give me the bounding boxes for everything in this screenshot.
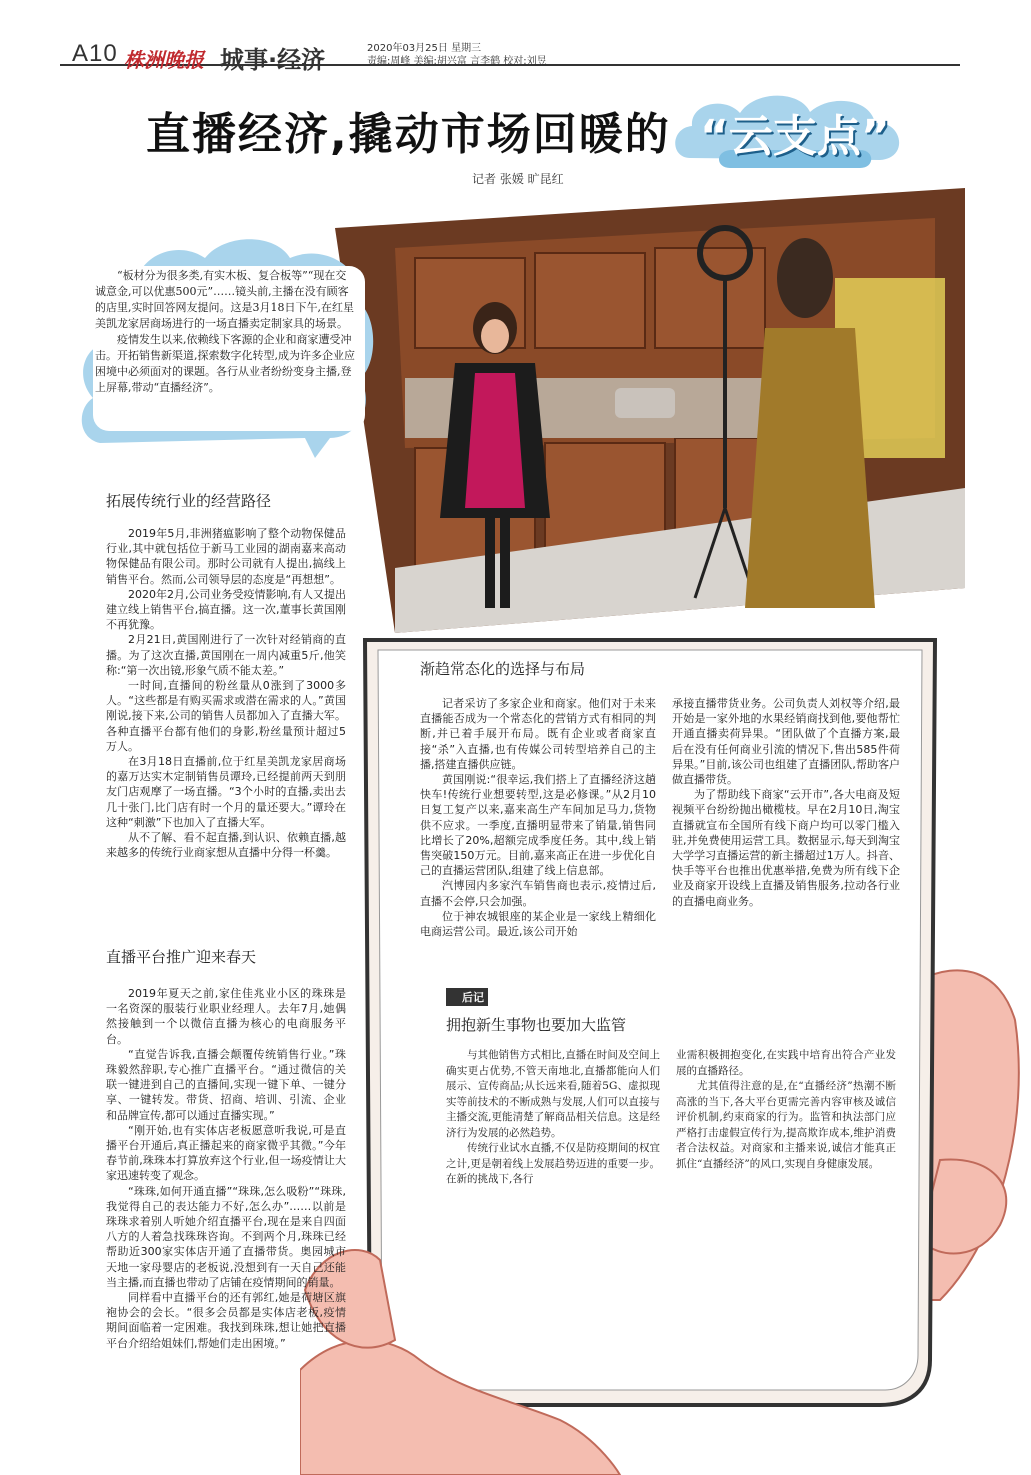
page-number: A10: [72, 40, 118, 67]
intro-paragraph: “板材分为很多类,有实木板、复合板等”“现在交诚意金,可以优惠500元”……镜头前,主播在没有顾客的店里,实时回答网友提问。这是3月18日下午,在红星美凯龙家居商场进行的一场直播卖定制家具的场景。: [95, 269, 354, 330]
paragraph: 2月21日,黄国刚进行了一次针对经销商的直播。为了这次直播,黄国刚在一周内减重5斤,他笑称:“第一次出镜,形象气质不能太差。”: [106, 633, 346, 677]
afterword-column: [446, 1048, 660, 1188]
paragraph: 2019年5月,非洲猪瘟影响了整个动物保健品行业,其中就包括位于新马工业园的湖南嘉来高动物保健品有限公司。那时公司就有人提出,搞线上销售平台。然而,公司领导层的态度是“再想想”。: [106, 527, 346, 586]
afterword-tag: 后记: [446, 988, 488, 1006]
paragraph: “直觉告诉我,直播会颠覆传统销售行业。”珠珠毅然辞职,专心推广直播平台。“通过微信的关联一键进到自己的直播间,实现一键下单、一键分享、一键转发。带货、招商、培训、引流、企业和品牌宣传,都可以通过直播实现。”: [106, 1047, 346, 1122]
intro-text: [95, 268, 357, 396]
paragraph: 2019年夏天之前,家住佳兆业小区的珠珠是一名资深的服装行业职业经理人。去年7月,她偶然接触到一个以微信直播为核心的电商服务平台。: [106, 987, 346, 1046]
newspaper-logo: 株洲晚报: [124, 48, 204, 72]
section-title: 城事·经济: [220, 46, 326, 74]
paragraph: 与其他销售方式相比,直播在时间及空间上确实更占优势,不管天南地北,直播都能向人们展示、宣传商品;从长远来看,随着5G、虚拟现实等前技术的不断成熟与发展,人们可以直接与主播交流,更能清楚了解商品相关信息。这是经济行为发展的必然趋势。: [446, 1049, 660, 1139]
article-column: [672, 696, 900, 909]
live-stream-photo: [335, 188, 965, 633]
article-column: [106, 526, 346, 860]
afterword-column: [676, 1048, 896, 1172]
paragraph: “珠珠,如何开通直播”“珠珠,怎么吸粉”“珠珠,我觉得自己的表达能力不好,怎么办”……以前是珠珠求着别人听她介绍直播平台,现在是来自四面八方的人着急找珠珠咨询。不到两个月,珠珠已经帮助近300家实体店开通了直播带货。奥园城市天地一家母婴店的老板说,没想到有一天自己还能当主播,而直播也带动了店铺在疫情期间的销量。: [106, 1184, 346, 1289]
subheading-normalization: 渐趋常态化的选择与布局: [420, 660, 586, 678]
paragraph: 汽博园内多家汽车销售商也表示,疫情过后,直播不会停,只会加强。: [420, 879, 656, 908]
article-column: [106, 986, 346, 1351]
article-column: [420, 696, 656, 939]
paragraph: 从不了解、看不起直播,到认识、依赖直播,越来越多的传统行业商家想从直播中分得一杯羹。: [106, 831, 346, 860]
paragraph: “刚开始,也有实体店老板愿意听我说,可是直播平台开通后,真正播起来的商家微乎其微。”今年春节前,珠珠本打算放弃这个行业,但一场疫情让大家迅速转变了观念。: [106, 1123, 346, 1183]
paragraph: 一时间,直播间的粉丝量从0涨到了3000多人。“这些都是有购买需求或潜在需求的人。”黄国刚说,接下来,公司的销售人员都加入了直播大军。各种直播平台都有他们的身影,粉丝量预计超过5万人。: [106, 679, 346, 753]
editors-line: 责编:周峰 美编:胡兴富 言李鹤 校对:刘昱: [367, 56, 547, 67]
date-line: 2020年03月25日 星期三: [367, 43, 482, 54]
paragraph: 同样看中直播平台的还有郭红,她是荷塘区旗袍协会的会长。“很多会员都是实体店老板,疫情期间面临着一定困难。我找到珠珠,想让她把直播平台介绍给姐妹们,帮她们走出困境。”: [106, 1291, 346, 1350]
headline-highlight: “云支点”: [700, 111, 890, 162]
paragraph: 黄国刚说:“很幸运,我们搭上了直播经济这趟快车!传统行业想要转型,这是必修课。”从2月10日复工复产以来,嘉来高生产车间加足马力,货物供不应求。一季度,直播明显带来了销量,销售同比增长了20%,超额完成季度任务。其中,线上销售突破150万元。目前,嘉来高正在进一步优化自己的直播运营团队,组建了线上信息部。: [420, 773, 656, 878]
paragraph: 在3月18日直播前,位于红星美凯龙家居商场的嘉万达实木定制销售员谭玲,已经提前两天到朋友门店观摩了一场直播。“3个小时的直播,卖出去几十张门,比门店有时一个月的量还要大。”谭玲在这种“刺激”下也加入了直播大军。: [106, 755, 346, 829]
subheading-expand-traditional: 拓展传统行业的经营路径: [106, 492, 272, 510]
paragraph: 业需积极拥抱变化,在实践中培育出符合产业发展的直播路径。: [676, 1049, 896, 1077]
headline: 直播经济,撬动市场回暖的: [146, 109, 671, 160]
paragraph: 承接直播带货业务。公司负责人刘权等介绍,最开始是一家外地的水果经销商找到他,要他帮忙开通直播卖荷异果。“团队做了个直播方案,最后在没有任何商业引流的情况下,售出585件荷异果。”目前,该公司也组建了直播团队,帮助客户做直播带货。: [672, 697, 900, 787]
paragraph: 传统行业试水直播,不仅是防疫期间的权宜之计,更是朝着线上发展趋势迈进的重要一步。在新的挑战下,各行: [446, 1142, 660, 1185]
phone-illustration: [300, 600, 1031, 1475]
paragraph: 2020年2月,公司业务受疫情影响,有人又提出建立线上销售平台,搞直播。这一次,董事长黄国刚不再犹豫。: [106, 587, 346, 632]
paragraph: 尤其值得注意的是,在“直播经济”热潮不断高涨的当下,各大平台更需完善内容审核及诚信评价机制,约束商家的行为。监管和执法部门应严格打击虚假宣传行为,提高欺诈成本,维护消费者合法权益。对商家和主播来说,诚信才能真正抓住“直播经济”的风口,实现自身健康发展。: [676, 1080, 896, 1170]
intro-paragraph: 疫情发生以来,依赖线下客源的企业和商家遭受冲击。开拓销售新渠道,探索数字化转型,成为许多企业应困境中必须面对的课题。各行从业者纷纷变身主播,登上屏幕,带动“直播经济”。: [95, 333, 355, 394]
paragraph: 为了帮助线下商家“云开市”,各大电商及短视频平台纷纷抛出橄榄枝。早在2月10日,淘宝直播就宣布全国所有线下商户均可以零门槛入驻,并免费使用运营工具。数据显示,每天到淘宝大学学习直播运营的新主播超过1万人。抖音、快手等平台也推出优惠举措,免费为所有线下企业及商家开设线上直播及销售服务,拉动各行业的直播电商业务。: [672, 788, 900, 908]
paragraph: 记者采访了多家企业和商家。他们对于未来直播能否成为一个常态化的营销方式有相同的判断,并已着手展开布局。既有企业或者商家直接“杀”入直播,也有传媒公司转型培养自己的主播,搭建直播供应链。: [420, 697, 656, 771]
edition-meta: [367, 42, 547, 68]
byline: 记者 张媛 旷昆红: [472, 172, 564, 186]
subheading-afterword: 拥抱新生事物也要加大监管: [446, 1016, 627, 1034]
paragraph: 位于神农城银座的某企业是一家线上精细化电商运营公司。最近,该公司开始: [420, 909, 656, 939]
subheading-platform-spring: 直播平台推广迎来春天: [106, 948, 257, 966]
